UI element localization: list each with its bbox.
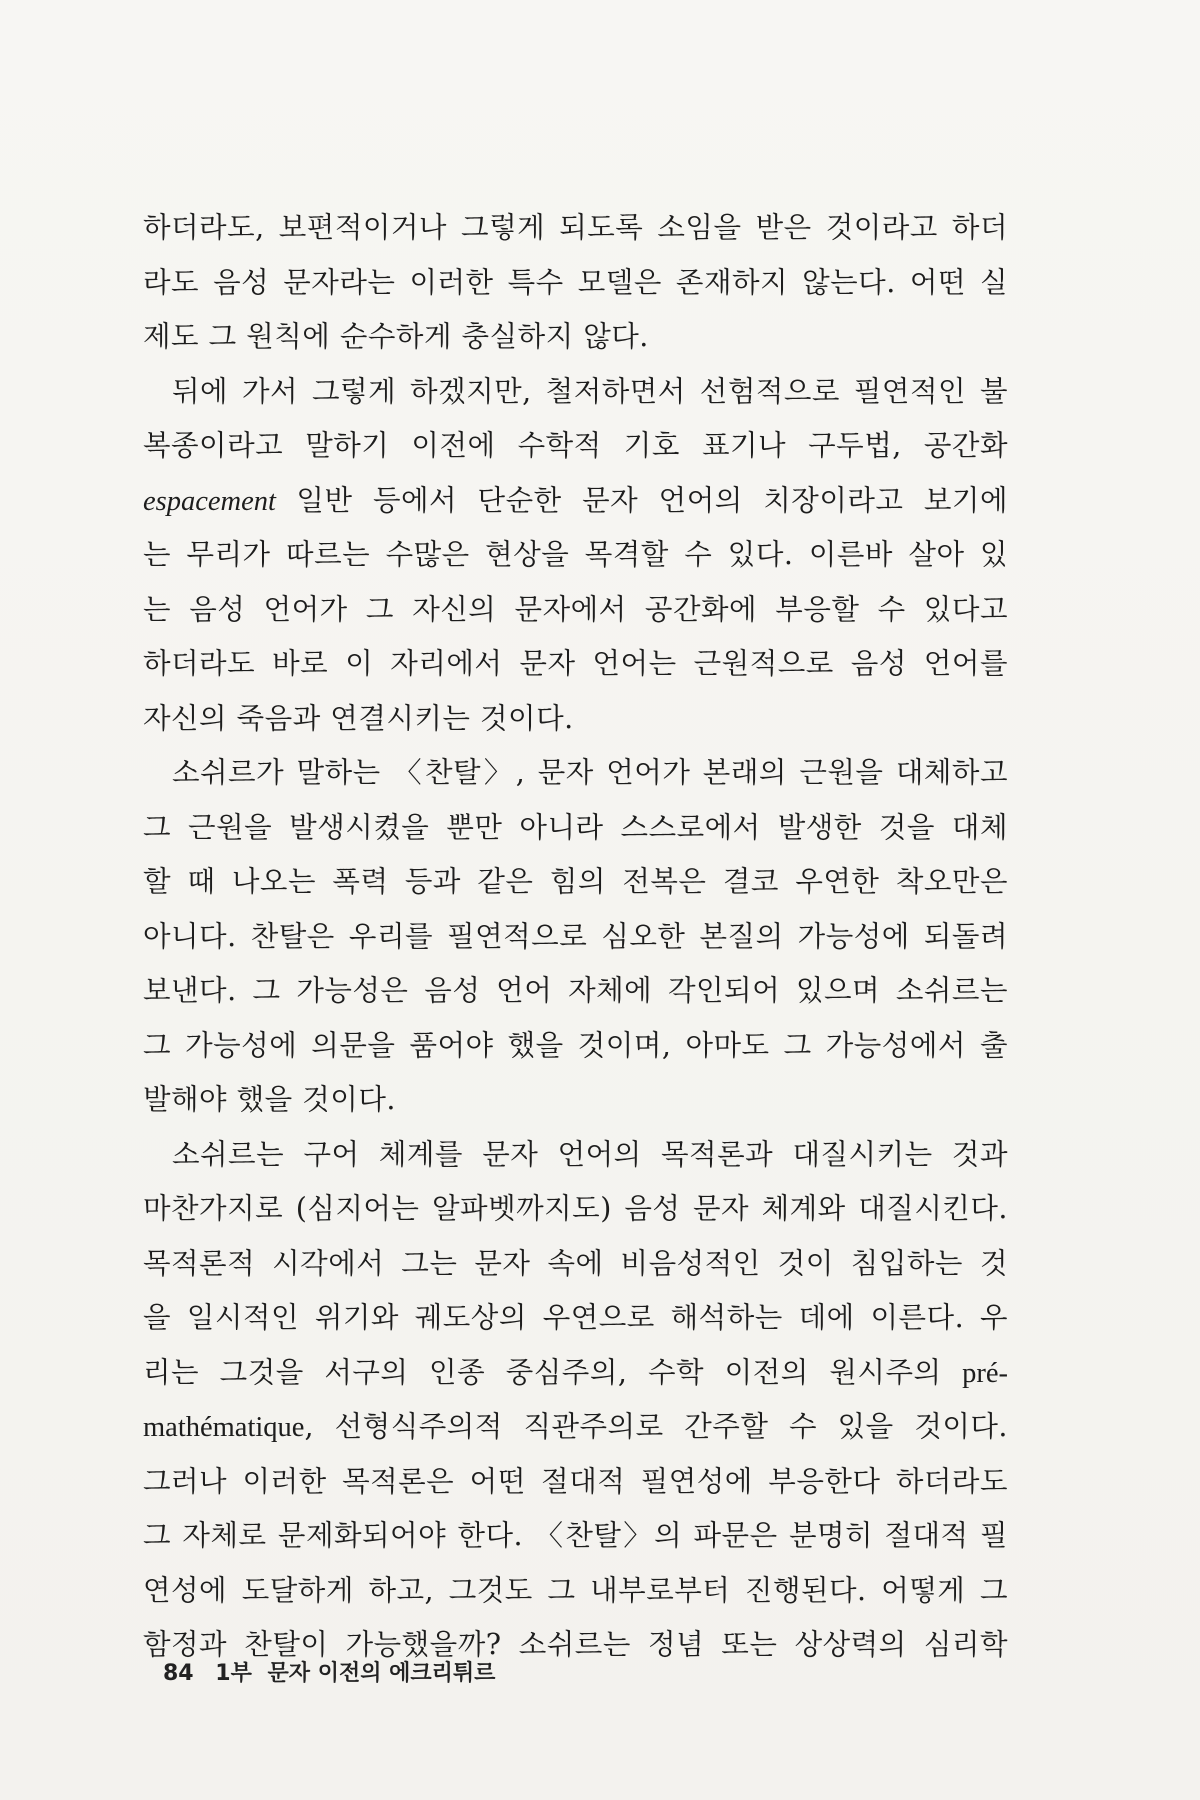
text-line: 제도 그 원칙에 순수하게 충실하지 않다. [143,320,649,353]
text-line: 할 때 나오는 폭력 등과 같은 힘의 전복은 결코 우연한 착오만은 [143,865,1008,898]
paragraph-first-line: 소쉬르가 말하는 〈찬탈〉, 문자 언어가 본래의 근원을 대체하고 [172,756,1008,789]
text-line: 보낸다. 그 가능성은 음성 언어 자체에 각인되어 있으며 소쉬르는 [143,974,1008,1007]
paragraph-first-line: 뒤에 가서 그렇게 하겠지만, 철저하면서 선험적으로 필연적인 불 [172,374,1008,408]
latin-term: mathématique [143,1412,305,1443]
text-line: 함정과 찬탈이 가능했을까? 소쉬르는 정념 또는 상상력의 심리학 [143,1628,1008,1661]
text-line: 그러나 이러한 목적론은 어떤 절대적 필연성에 부응한다 하더라도 [143,1464,1008,1498]
text-line: 아니다. 찬탈은 우리를 필연적으로 심오한 본질의 가능성에 되돌려 [143,919,1008,953]
running-title: 문자 이전의 에크리튀르 [267,1661,496,1686]
text-line: 라도 음성 문자라는 이러한 특수 모델은 존재하지 않는다. 어떤 실 [143,265,1008,299]
paragraph-first-line: 소쉬르는 구어 체계를 문자 언어의 목적론과 대질시키는 것과 [172,1137,1008,1171]
text-line: 는 음성 언어가 그 자신의 문자에서 공간화에 부응할 수 있다고 [143,592,1008,626]
body-text [143,201,1008,1673]
text-line: 그 가능성에 의문을 품어야 했을 것이며, 아마도 그 가능성에서 출 [143,1028,1008,1062]
text-line: mathématique, 선형식주의적 직관주의로 간주할 수 있을 것이다. [143,1410,1008,1443]
text-line-foreign-term: espacement 일반 등에서 단순한 문자 언어의 치장이라고 보기에 [143,483,1008,517]
text-line: 자신의 죽음과 연결시키는 것이다. [143,701,574,735]
text-line: 마찬가지로 (심지어는 알파벳까지도) 음성 문자 체계와 대질시킨다. [143,1192,1008,1225]
text-line: 그 근원을 발생시켰을 뿐만 아니라 스스로에서 발생한 것을 대체 [143,810,1008,844]
part-label: 1부 [215,1661,252,1686]
text-line: 을 일시적인 위기와 궤도상의 우연으로 해석하는 데에 이른다. 우 [143,1301,1008,1334]
text-line: 연성에 도달하게 하고, 그것도 그 내부로부터 진행된다. 어떻게 그 [143,1573,1008,1607]
text-line: 는 무리가 따르는 수많은 현상을 목격할 수 있다. 이른바 살아 있 [143,538,1008,571]
foreign-term: espacement [143,485,276,517]
page-number: 84 [163,1661,194,1686]
text-line: 그 자체로 문제화되어야 한다. 〈찬탈〉의 파문은 분명히 절대적 필 [143,1519,1008,1552]
text-line: 목적론적 시각에서 그는 문자 속에 비음성적인 것이 침입하는 것 [143,1246,1008,1280]
text-line: 발해야 했을 것이다. [143,1083,396,1116]
text-line: 리는 그것을 서구의 인종 중심주의, 수학 이전의 원시주의 pré- [143,1355,1008,1389]
latin-term: pré- [962,1357,1008,1389]
text-line: 하더라도 바로 이 자리에서 문자 언어는 근원적으로 음성 언어를 [143,647,1008,680]
page-footer [163,1656,495,1687]
text-line: 하더라도, 보편적이거나 그렇게 되도록 소임을 받은 것이라고 하더 [143,211,1008,244]
text-line: 복종이라고 말하기 이전에 수학적 기호 표기나 구두법, 공간화 [143,429,1008,462]
